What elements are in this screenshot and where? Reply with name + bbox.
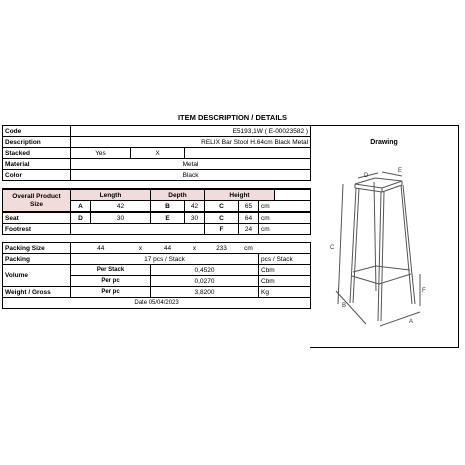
stool-lines xyxy=(336,172,420,326)
packing-x1: x xyxy=(131,243,151,254)
weight-per-pc-label: Per pc xyxy=(71,287,151,298)
volume-per-pc-label: Per pc xyxy=(71,276,151,287)
color-label: Color xyxy=(3,170,71,181)
leg-back-left xyxy=(374,182,376,291)
packing-width: 44 xyxy=(151,243,185,254)
packing-height: 233 xyxy=(205,243,239,254)
color-row xyxy=(3,170,311,181)
e-key: E xyxy=(151,212,185,224)
packing-size-row xyxy=(3,243,311,254)
spacer-row-2 xyxy=(3,235,311,243)
f-key: F xyxy=(205,224,239,235)
weight-label: Weight / Gross xyxy=(3,287,71,298)
packing-unit-label: pcs / Stack xyxy=(259,254,311,265)
volume-per-pc-value: 0,0270 xyxy=(151,276,259,287)
b-key: B xyxy=(151,201,185,213)
a-value: 42 xyxy=(91,201,151,213)
description-label: Description xyxy=(3,137,71,148)
c2-key: C xyxy=(205,212,239,224)
packing-value: 17 pcs / Stack xyxy=(71,254,259,265)
spec-sheet xyxy=(2,125,459,347)
packing-size-label: Packing Size xyxy=(3,243,71,254)
footrest-label: Footrest xyxy=(3,224,71,235)
seat-label: Seat xyxy=(3,212,71,224)
stacked-yes: Yes xyxy=(71,148,131,159)
material-value: Metal xyxy=(71,159,311,170)
c-key: C xyxy=(205,201,239,213)
packing-unit: cm xyxy=(239,243,259,254)
label-f: F xyxy=(422,288,426,294)
dim-c xyxy=(338,184,343,304)
label-a: A xyxy=(409,319,414,325)
color-value: Black xyxy=(71,170,311,181)
leg-back-right xyxy=(401,185,412,304)
sheet-title: ITEM DESCRIPTION / DETAILS xyxy=(177,113,288,122)
packing-length: 44 xyxy=(71,243,131,254)
depth-header: Depth xyxy=(151,189,205,201)
label-e: E xyxy=(398,168,403,174)
spec-table xyxy=(2,125,311,309)
stacked-label: Stacked xyxy=(3,148,71,159)
volume-per-stack-value: 0,4520 xyxy=(151,265,259,276)
leg-front-right xyxy=(378,192,381,321)
weight-value: 3,8200 xyxy=(151,287,259,298)
a-key: A xyxy=(71,201,91,213)
dim-a xyxy=(380,312,420,326)
code-label: Code xyxy=(3,126,71,137)
c-unit: cm xyxy=(259,201,311,213)
description-value: RELIX Bar Stool H.64cm Black Metal xyxy=(71,137,311,148)
label-b: B xyxy=(342,303,347,309)
volume-per-stack-unit: Cbm xyxy=(259,265,311,276)
seat-row xyxy=(3,212,311,224)
code-row xyxy=(3,126,311,137)
bar-stool-drawing xyxy=(310,126,458,347)
volume-per-stack-label: Per Stack xyxy=(71,265,151,276)
spacer-row xyxy=(3,181,311,190)
c2-value: 64 xyxy=(239,212,259,224)
b-value: 42 xyxy=(185,201,205,213)
description-row xyxy=(3,137,311,148)
material-label: Material xyxy=(3,159,71,170)
length-header: Length xyxy=(71,189,151,201)
seat-unit: cm xyxy=(259,212,311,224)
drawing-title: Drawing xyxy=(370,139,398,146)
label-d: D xyxy=(364,173,369,179)
volume-per-pc-unit: Cbm xyxy=(259,276,311,287)
c-value: 65 xyxy=(239,201,259,213)
footrest-front xyxy=(352,276,379,284)
weight-unit: Kg xyxy=(259,287,311,298)
volume-label: Volume xyxy=(3,265,71,287)
weight-row xyxy=(3,287,311,298)
date-row xyxy=(3,298,311,309)
size-header-row xyxy=(3,189,311,201)
label-c: C xyxy=(330,245,335,251)
date: Date 05/04/2023 xyxy=(3,298,311,309)
packing-row xyxy=(3,254,311,265)
volume-stack-row xyxy=(3,265,311,276)
code-value: E5193,1W ( E-00023582 ) xyxy=(71,126,311,137)
stacked-row xyxy=(3,148,311,159)
footrest-unit: cm xyxy=(259,224,311,235)
dim-b xyxy=(336,291,366,324)
f-value: 24 xyxy=(239,224,259,235)
d-key: D xyxy=(71,212,91,224)
stacked-mark: X xyxy=(131,148,185,159)
stacked-empty xyxy=(185,148,311,159)
packing-x2: x xyxy=(185,243,205,254)
d-value: 30 xyxy=(91,212,151,224)
height-header: Height xyxy=(205,189,275,201)
packing-label: Packing xyxy=(3,254,71,265)
leg-front-left xyxy=(350,188,356,303)
e-value: 30 xyxy=(185,212,205,224)
material-row xyxy=(3,159,311,170)
stool-seat xyxy=(355,178,402,188)
footrest-row xyxy=(3,224,311,235)
drawing-panel xyxy=(310,125,459,348)
overall-size-label: Overall Product Size xyxy=(3,189,71,212)
